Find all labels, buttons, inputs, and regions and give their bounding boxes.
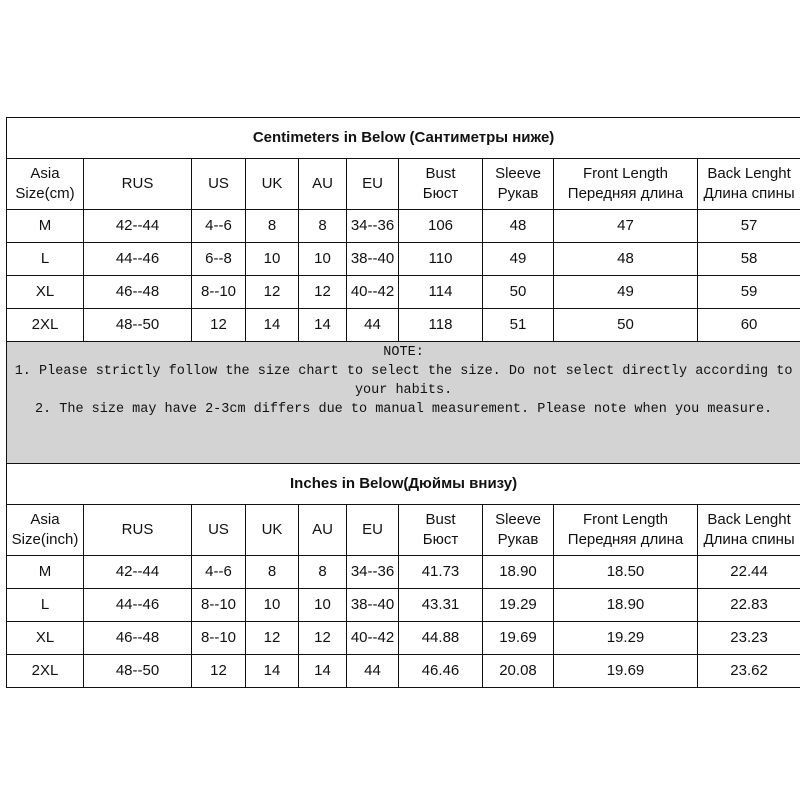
header-cell <box>554 505 698 556</box>
table-cell: 19.29 <box>483 589 554 622</box>
table-cell: 8--10 <box>192 589 246 622</box>
table-cell: 22.83 <box>698 589 800 622</box>
table-cell: 14 <box>299 309 347 342</box>
note-title: NOTE: <box>383 345 424 360</box>
note-line-2: 2. The size may have 2-3cm differs due to manual measurement. Please note when you measure. <box>34 402 773 417</box>
table-cell: 10 <box>246 589 299 622</box>
centimeters-title: Centimeters in Below (Сантиметры ниже) <box>7 118 800 159</box>
header-label: Front Length <box>582 511 669 528</box>
table-cell: 44.88 <box>399 622 483 655</box>
table-cell: 10 <box>299 589 347 622</box>
table-cell: 49 <box>554 276 698 309</box>
header-cell <box>192 159 246 210</box>
table-cell: 44--46 <box>84 243 192 276</box>
table-cell: 44 <box>347 309 399 342</box>
table-row <box>7 243 800 276</box>
table-cell: 114 <box>399 276 483 309</box>
table-cell: M <box>7 210 84 243</box>
header-label: UK <box>261 175 283 192</box>
table-cell: 4--6 <box>192 210 246 243</box>
header-label: Bust <box>425 165 456 182</box>
table-cell: 41.73 <box>399 556 483 589</box>
table-cell: 18.50 <box>554 556 698 589</box>
header-label: AU <box>312 175 333 192</box>
table-cell: XL <box>7 622 84 655</box>
table-cell: 22.44 <box>698 556 800 589</box>
header-cell <box>246 505 299 556</box>
header-label: US <box>208 521 229 538</box>
table-cell: 34--36 <box>347 556 399 589</box>
header-cell <box>698 505 800 556</box>
table-cell: 50 <box>554 309 698 342</box>
header-label: Size(cm) <box>15 185 75 202</box>
table-cell: 18.90 <box>554 589 698 622</box>
header-label: Front Length <box>582 165 669 182</box>
table-cell: 8 <box>299 556 347 589</box>
header-label: Bust <box>425 511 456 528</box>
header-label: Back Lenght <box>707 165 791 182</box>
header-label: Бюст <box>422 531 459 548</box>
header-cell <box>192 505 246 556</box>
header-cell <box>698 159 800 210</box>
table-cell: 47 <box>554 210 698 243</box>
table-cell: 20.08 <box>483 655 554 688</box>
table-row <box>7 210 800 243</box>
table-cell: 8--10 <box>192 622 246 655</box>
table-cell: 40--42 <box>347 622 399 655</box>
table-cell: 14 <box>299 655 347 688</box>
table-cell: M <box>7 556 84 589</box>
table-cell: 49 <box>483 243 554 276</box>
table-cell: 12 <box>192 309 246 342</box>
header-cell <box>483 159 554 210</box>
table-cell: 38--40 <box>347 243 399 276</box>
table-cell: 42--44 <box>84 210 192 243</box>
header-label: RUS <box>121 521 154 538</box>
header-label: Длина спины <box>703 185 795 202</box>
header-cell <box>299 159 347 210</box>
table-cell: 2XL <box>7 655 84 688</box>
table-cell: 8 <box>299 210 347 243</box>
header-cell <box>399 159 483 210</box>
header-cell <box>347 159 399 210</box>
table-row <box>7 276 800 309</box>
table-cell: 46--48 <box>84 622 192 655</box>
header-label: Back Lenght <box>707 511 791 528</box>
table-cell: L <box>7 589 84 622</box>
table-cell: 43.31 <box>399 589 483 622</box>
table-cell: XL <box>7 276 84 309</box>
note-row <box>7 342 800 464</box>
inches-header-row <box>7 505 800 556</box>
table-cell: 23.62 <box>698 655 800 688</box>
table-cell: 44--46 <box>84 589 192 622</box>
header-cell <box>554 159 698 210</box>
size-chart-table <box>6 117 800 688</box>
table-cell: 57 <box>698 210 800 243</box>
table-cell: 12 <box>246 622 299 655</box>
table-cell: 48 <box>554 243 698 276</box>
header-label: RUS <box>121 175 154 192</box>
header-label: US <box>208 175 229 192</box>
table-cell: 58 <box>698 243 800 276</box>
table-cell: 118 <box>399 309 483 342</box>
table-cell: 50 <box>483 276 554 309</box>
header-cell <box>483 505 554 556</box>
table-row <box>7 589 800 622</box>
table-cell: 34--36 <box>347 210 399 243</box>
note-box <box>7 342 800 464</box>
table-cell: 4--6 <box>192 556 246 589</box>
header-label: Рукав <box>497 185 539 202</box>
note-line-1: 1. Please strictly follow the size chart to select the size. Do not select directly according to <box>14 364 793 379</box>
table-row <box>7 655 800 688</box>
table-cell: 8 <box>246 210 299 243</box>
header-label: Size(inch) <box>11 531 79 548</box>
table-cell: 12 <box>246 276 299 309</box>
header-label: Asia <box>30 165 60 182</box>
table-cell: 106 <box>399 210 483 243</box>
table-cell: 110 <box>399 243 483 276</box>
table-cell: 38--40 <box>347 589 399 622</box>
header-label: EU <box>362 175 383 192</box>
table-cell: 8 <box>246 556 299 589</box>
inches-table <box>7 464 800 688</box>
header-cell <box>347 505 399 556</box>
table-cell: 51 <box>483 309 554 342</box>
table-cell: 8--10 <box>192 276 246 309</box>
table-cell: 60 <box>698 309 800 342</box>
header-label: AU <box>312 521 333 538</box>
header-label: Рукав <box>497 531 539 548</box>
table-cell: 14 <box>246 309 299 342</box>
table-cell: 10 <box>299 243 347 276</box>
table-cell: 12 <box>299 622 347 655</box>
header-cell <box>84 505 192 556</box>
table-cell: 46.46 <box>399 655 483 688</box>
table-cell: 2XL <box>7 309 84 342</box>
table-row <box>7 556 800 589</box>
table-cell: 19.29 <box>554 622 698 655</box>
centimeters-table <box>7 118 800 342</box>
header-label: Передняя длина <box>567 185 684 202</box>
size-chart <box>6 117 800 688</box>
header-label: Sleeve <box>495 511 541 528</box>
inches-title: Inches in Below(Дюймы внизу) <box>7 464 800 505</box>
table-cell: 42--44 <box>84 556 192 589</box>
table-cell: 12 <box>192 655 246 688</box>
table-cell: 19.69 <box>483 622 554 655</box>
header-cell <box>399 505 483 556</box>
table-row <box>7 622 800 655</box>
table-cell: 23.23 <box>698 622 800 655</box>
table-cell: 48--50 <box>84 309 192 342</box>
note-line-1-cont: your habits. <box>354 383 453 398</box>
header-cell <box>84 159 192 210</box>
table-cell: 18.90 <box>483 556 554 589</box>
header-label: Бюст <box>422 185 459 202</box>
table-row <box>7 309 800 342</box>
table-cell: 48--50 <box>84 655 192 688</box>
header-label: Sleeve <box>495 165 541 182</box>
table-cell: 6--8 <box>192 243 246 276</box>
header-cell <box>246 159 299 210</box>
header-label: Передняя длина <box>567 531 684 548</box>
table-cell: 59 <box>698 276 800 309</box>
header-cell <box>7 159 84 210</box>
centimeters-header-row <box>7 159 800 210</box>
table-cell: 44 <box>347 655 399 688</box>
table-cell: L <box>7 243 84 276</box>
table-cell: 12 <box>299 276 347 309</box>
table-cell: 14 <box>246 655 299 688</box>
header-label: Asia <box>30 511 60 528</box>
header-cell <box>7 505 84 556</box>
table-cell: 48 <box>483 210 554 243</box>
header-cell <box>299 505 347 556</box>
table-cell: 10 <box>246 243 299 276</box>
table-cell: 40--42 <box>347 276 399 309</box>
header-label: Длина спины <box>703 531 795 548</box>
header-label: UK <box>261 521 283 538</box>
table-cell: 19.69 <box>554 655 698 688</box>
table-cell: 46--48 <box>84 276 192 309</box>
header-label: EU <box>362 521 383 538</box>
